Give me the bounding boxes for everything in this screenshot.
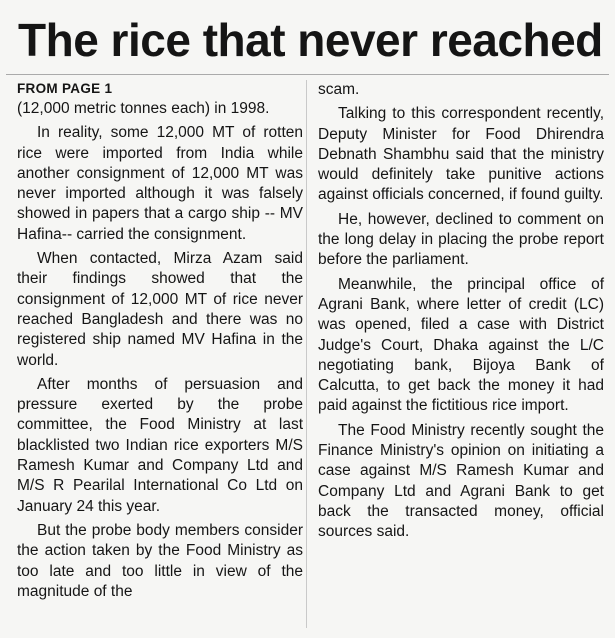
headline: The rice that never reached xyxy=(18,14,603,66)
continuation-kicker: FROM PAGE 1 xyxy=(17,81,113,96)
paragraph: Meanwhile, the principal office of Agrani Bank, where letter of credit (LC) was opened, filed a case with District Judge's Court, Dhaka against the L/C negotiating bank, Bijoya Bank of Calcutta, to get back the money it had paid against the fictitious rice import. xyxy=(318,275,604,415)
paragraph: After months of persuasion and pressure exerted by the probe committee, the Food Ministry at last blacklisted two Indian rice exporters M/S Ramesh Kumar and Company Ltd and M/S R Pearilal International Co Ltd on January 24 this year. xyxy=(17,375,303,515)
paragraph: He, however, declined to comment on the long delay in placing the probe report before the parliament. xyxy=(318,210,604,269)
right-column xyxy=(318,80,604,547)
paragraph: But the probe body members consider the action taken by the Food Ministry as too late and too little in view of the magnitude of the xyxy=(17,521,303,600)
paragraph: When contacted, Mirza Azam said their findings showed that the consignment of 12,000 MT of rice never reached Bangladesh and there was no registered ship named MV Hafina in the world. xyxy=(17,250,303,369)
paragraph: (12,000 metric tonnes each) in 1998. xyxy=(17,100,270,117)
column-divider xyxy=(306,80,307,628)
paragraph: Talking to this correspondent recently, Deputy Minister for Food Dhirendra Debnath Shambhu said that the ministry would definitely take punitive actions against officials concerned, if found guilty. xyxy=(318,105,604,204)
paragraph: In reality, some 12,000 MT of rotten rice were imported from India while another consignment of 12,000 MT was never imported although it was falsely showed in papers that a cargo ship -- MV Hafina-- carried the consignment. xyxy=(17,124,303,243)
paragraph: scam. xyxy=(318,81,360,98)
headline-rule xyxy=(6,74,609,75)
left-column xyxy=(17,80,303,606)
paragraph: The Food Ministry recently sought the Finance Ministry's opinion on initiating a case against M/S Ramesh Kumar and Company Ltd and Agrani Bank to get back the transacted money, official sources said. xyxy=(318,421,604,541)
